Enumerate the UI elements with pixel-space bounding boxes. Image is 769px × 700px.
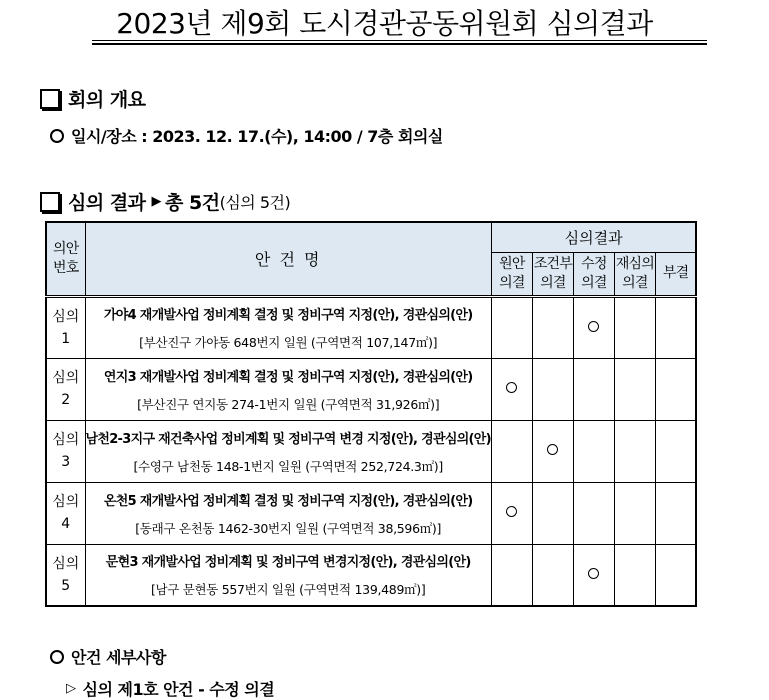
checkbox-square-icon bbox=[40, 192, 60, 212]
details-item-1 bbox=[66, 677, 274, 700]
result-cell bbox=[655, 358, 696, 420]
table-row bbox=[46, 358, 696, 420]
section-heading: 회의 개요 bbox=[68, 89, 146, 111]
agenda-cell bbox=[85, 544, 491, 606]
col-header-results: 심의결과 bbox=[491, 222, 696, 252]
meeting-info-text: 일시/장소 : 2023. 12. 17.(수), 14:00 / 7층 회의실 bbox=[71, 127, 443, 146]
result-cell bbox=[614, 482, 655, 544]
result-circle-mark-icon bbox=[588, 321, 599, 332]
result-cell bbox=[655, 544, 696, 606]
agenda-number: 심의 2 bbox=[46, 358, 85, 420]
title-underline bbox=[92, 40, 707, 41]
col-header-result-2: 수정 의결 bbox=[573, 252, 614, 296]
result-cell bbox=[532, 544, 573, 606]
result-cell bbox=[573, 482, 614, 544]
agenda-cell bbox=[85, 420, 491, 482]
total-count: 총 5건 bbox=[165, 192, 220, 214]
title-underline-thick bbox=[92, 43, 707, 45]
result-circle-mark-icon bbox=[547, 444, 558, 455]
result-cell bbox=[614, 358, 655, 420]
section-meeting-overview bbox=[40, 85, 146, 112]
details-heading-text: 안건 세부사항 bbox=[71, 648, 166, 667]
result-cell bbox=[573, 420, 614, 482]
arrow-right-outline-icon: ▷ bbox=[66, 681, 76, 696]
result-cell bbox=[491, 420, 532, 482]
col-header-result-0: 원안 의결 bbox=[491, 252, 532, 296]
total-sub: (심의 5건) bbox=[219, 193, 291, 212]
agenda-location: [부산진구 연지동 274-1번지 일원 (구역면적 31,926㎡)] bbox=[137, 396, 440, 412]
arrow-right-icon: ▶ bbox=[151, 194, 162, 209]
result-cell bbox=[573, 358, 614, 420]
circle-bullet-icon bbox=[50, 129, 64, 143]
col-header-result-3: 재심의 의결 bbox=[614, 252, 655, 296]
agenda-location: [남구 문현동 557번지 일원 (구역면적 139,489㎡)] bbox=[150, 582, 426, 598]
section-heading: 심의 결과 bbox=[68, 192, 146, 214]
table-row bbox=[46, 544, 696, 606]
results-table bbox=[45, 221, 697, 607]
circle-bullet-icon bbox=[50, 650, 64, 664]
agenda-number: 심의 5 bbox=[46, 544, 85, 606]
result-circle-mark-icon bbox=[506, 382, 517, 393]
result-cell bbox=[532, 420, 573, 482]
agenda-location: [동래구 온천동 1462-30번지 일원 (구역면적 38,596㎡)] bbox=[135, 520, 442, 536]
result-cell bbox=[532, 358, 573, 420]
result-cell bbox=[491, 482, 532, 544]
agenda-cell bbox=[85, 296, 491, 358]
col-header-result-4: 부결 bbox=[655, 252, 696, 296]
checkbox-square-icon bbox=[40, 89, 60, 109]
table-row bbox=[46, 482, 696, 544]
result-cell bbox=[655, 482, 696, 544]
agenda-number: 심의 4 bbox=[46, 482, 85, 544]
result-cell bbox=[491, 358, 532, 420]
table-row bbox=[46, 420, 696, 482]
section-review-results bbox=[40, 188, 290, 215]
result-cell bbox=[614, 296, 655, 358]
result-cell bbox=[532, 482, 573, 544]
result-cell bbox=[655, 296, 696, 358]
result-circle-mark-icon bbox=[588, 568, 599, 579]
table-row bbox=[46, 296, 696, 358]
agenda-title: 온천5 재개발사업 정비계획 결정 및 정비구역 지정(안), 경관심의(안) bbox=[103, 493, 473, 509]
result-cell bbox=[573, 296, 614, 358]
result-cell bbox=[573, 544, 614, 606]
details-item-1-text: 심의 제1호 안건 - 수정 의결 bbox=[82, 680, 275, 699]
agenda-location: [수영구 남천동 148-1번지 일원 (구역면적 252,724.3㎡)] bbox=[133, 458, 443, 474]
result-cell bbox=[532, 296, 573, 358]
col-header-number: 의안 번호 bbox=[46, 222, 85, 296]
agenda-title: 남천2-3지구 재건축사업 정비계획 및 정비구역 변경 지정(안), 경관심의(안) bbox=[85, 431, 491, 447]
agenda-title: 연지3 재개발사업 정비계획 결정 및 정비구역 지정(안), 경관심의(안) bbox=[103, 369, 473, 385]
agenda-cell bbox=[85, 358, 491, 420]
result-cell bbox=[491, 296, 532, 358]
agenda-number: 심의 1 bbox=[46, 296, 85, 358]
result-cell bbox=[655, 420, 696, 482]
agenda-title: 가야4 재개발사업 정비계획 결정 및 정비구역 지정(안), 경관심의(안) bbox=[103, 308, 473, 323]
result-cell bbox=[614, 420, 655, 482]
agenda-number: 심의 3 bbox=[46, 420, 85, 482]
result-cell bbox=[614, 544, 655, 606]
agenda-location: [부산진구 가야동 648번지 일원 (구역면적 107,147㎡)] bbox=[139, 335, 438, 350]
page-title: 2023년 제9회 도시경관공동위원회 심의결과 bbox=[116, 7, 653, 40]
agenda-cell bbox=[85, 482, 491, 544]
details-heading bbox=[50, 645, 166, 668]
result-cell bbox=[491, 544, 532, 606]
agenda-title: 문현3 재개발사업 정비계획 및 정비구역 변경지정(안), 경관심의(안) bbox=[105, 555, 471, 571]
meeting-info bbox=[50, 124, 443, 147]
col-header-name: 안 건 명 bbox=[85, 222, 491, 296]
col-header-result-1: 조건부 의결 bbox=[532, 252, 573, 296]
result-circle-mark-icon bbox=[506, 506, 517, 517]
